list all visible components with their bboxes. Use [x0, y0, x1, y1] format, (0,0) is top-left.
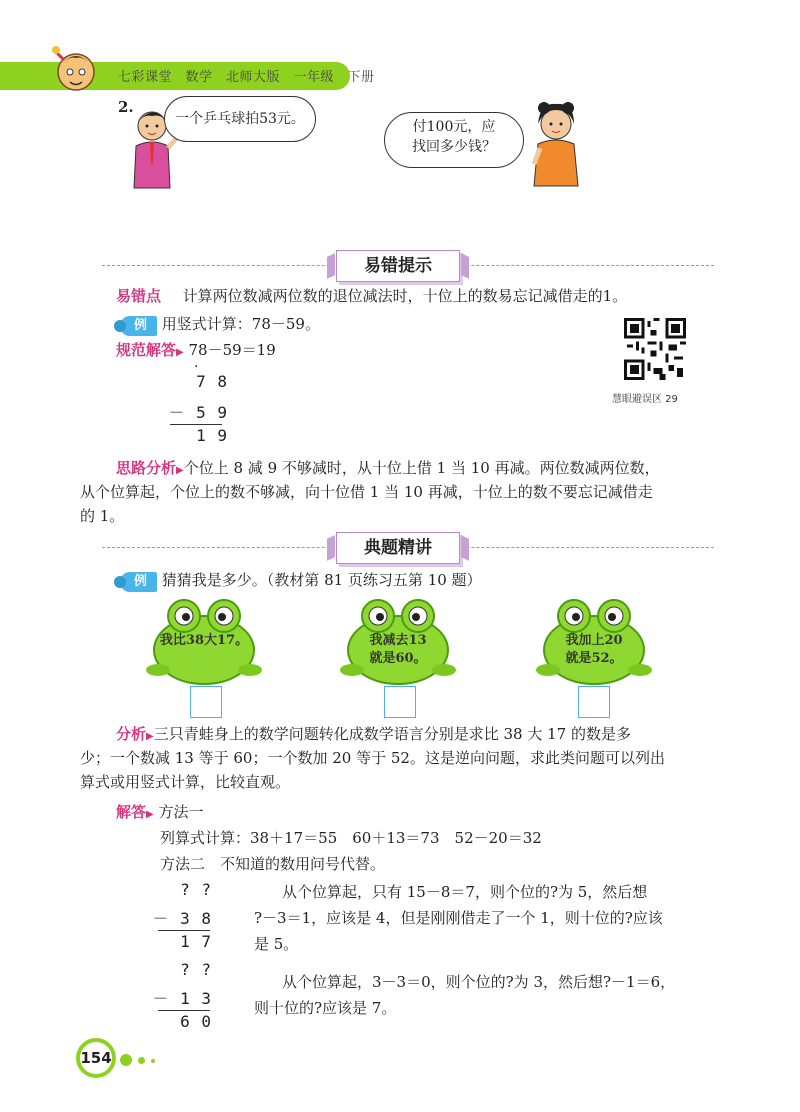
example-badge: 例	[120, 316, 157, 336]
answer-box[interactable]	[384, 686, 416, 718]
explain1-line1: 从个位算起，只有 15－8＝7，则个位的?为 5，然后想	[282, 883, 648, 901]
error-point-label: 易错点	[116, 287, 162, 305]
header-title: 七彩课堂 数学 北师大版 一年级 下册	[118, 70, 375, 85]
solution-text: 78－59＝19	[188, 341, 276, 359]
qr-label: 慧眼避误区 29	[612, 394, 678, 405]
decorative-dot-icon	[151, 1059, 155, 1063]
girl-bubble-line2: 找回多少钱？	[412, 139, 496, 155]
frog1-line1: 我比38大17。	[159, 633, 249, 648]
example2-row	[120, 568, 482, 592]
answer-box[interactable]	[578, 686, 610, 718]
girl-illustration	[526, 98, 588, 188]
answer-box[interactable]	[190, 686, 222, 718]
section1-title: 易错提示	[336, 250, 460, 282]
frog3-text	[542, 632, 646, 668]
calc2b-rule	[158, 1010, 210, 1011]
example-text: 用竖式计算：78－59。	[161, 315, 320, 333]
calc-rule	[170, 424, 222, 425]
example-row	[120, 312, 320, 336]
explain2-line1: 从个位算起，3－3＝0，则个位的?为 3，然后想?－1＝6，	[282, 973, 676, 991]
borrow-dot: ·	[194, 359, 199, 375]
frog2-line2: 就是60。	[369, 651, 427, 666]
calc-row1: 7 8	[196, 372, 228, 391]
analysis2-line3: 算式或用竖式计算，比较直观。	[80, 773, 291, 791]
example2-text: 猜猜我是多少。（教材第 81 页练习五第 10 题）	[161, 571, 482, 589]
method1-text: 列算式计算：38＋17＝55 60＋13＝73 52－20＝32	[160, 829, 542, 847]
calc-row3: 1 9	[196, 426, 228, 445]
frog3-line1: 我加上20	[565, 633, 623, 648]
analysis2-line1: 三只青蛙身上的数学问题转化成数学语言分别是求比 38 大 17 的数是多	[153, 725, 631, 743]
frog1-text	[152, 632, 256, 650]
triangle-icon: ▶	[176, 347, 184, 358]
analysis-line3: 的 1。	[80, 507, 125, 525]
qr-code-icon	[624, 318, 686, 380]
boy-bubble-text: 一个乒乓球拍53元。	[175, 111, 305, 127]
error-point-text: 计算两位数减两位数的退位减法时，十位上的数易忘记减借走的1。	[182, 287, 628, 305]
analysis2-label: 分析	[116, 725, 147, 743]
example2-badge: 例	[120, 572, 157, 592]
method2-title: 方法二 不知道的数用问号代替。	[160, 855, 386, 873]
girl-speech-bubble	[384, 112, 524, 168]
analysis2-line2: 少；一个数减 13 等于 60；一个数加 20 等于 52。这是逆向问题，求此类问题可以列出	[80, 749, 665, 767]
analysis-label: 思路分析	[116, 459, 177, 477]
mascot-icon	[50, 42, 102, 98]
calc2b-row3: 6 0	[180, 1012, 212, 1031]
exercise-number: 2.	[118, 98, 134, 116]
explain1-line2: ?－3＝1，应该是 4，但是刚刚借走了一个 1，则十位的?应该	[254, 909, 663, 927]
calc2a-row2: － 3 8	[152, 909, 212, 928]
boy-speech-bubble	[164, 96, 316, 142]
analysis-line1: 个位上 8 减 9 不够减时，从十位上借 1 当 10 再减。两位数减两位数，	[183, 459, 660, 477]
analysis2-row1	[116, 722, 736, 749]
frog2-text	[346, 632, 450, 668]
triangle-icon: ▶	[146, 731, 154, 742]
calc2b-row2: － 1 3	[152, 989, 212, 1008]
frog3-line2: 就是52。	[565, 651, 623, 666]
analysis-block	[116, 456, 726, 483]
section2-title: 典题精讲	[336, 532, 460, 564]
solution-label: 规范解答	[116, 341, 177, 359]
answer-row	[116, 800, 204, 827]
calc2a-rule	[158, 930, 210, 931]
calc-row2: － 5 9	[168, 403, 228, 422]
calc2b-row1: ? ?	[180, 960, 212, 979]
triangle-icon: ▶	[146, 809, 154, 820]
calc2a-row3: 1 7	[180, 932, 212, 951]
frog2-line1: 我减去13	[369, 633, 427, 648]
decorative-dot-icon	[138, 1057, 145, 1064]
triangle-icon: ▶	[176, 465, 184, 476]
page-number: 154	[80, 1042, 112, 1074]
method1-title: 方法一	[158, 803, 204, 821]
decorative-dot-icon	[120, 1054, 132, 1066]
calc2a-row1: ? ?	[180, 880, 212, 899]
error-point-row	[116, 284, 726, 308]
analysis-line2: 从个位算起，个位上的数不够减，向十位借 1 当 10 再减，十位上的数不要忘记减借走	[80, 483, 653, 501]
explain2-line2: 则十位的?应该是 7。	[254, 999, 397, 1017]
girl-bubble-line1: 付100元，应	[412, 119, 496, 135]
answer-label: 解答	[116, 803, 147, 821]
explain1-line3: 是 5。	[254, 935, 299, 953]
